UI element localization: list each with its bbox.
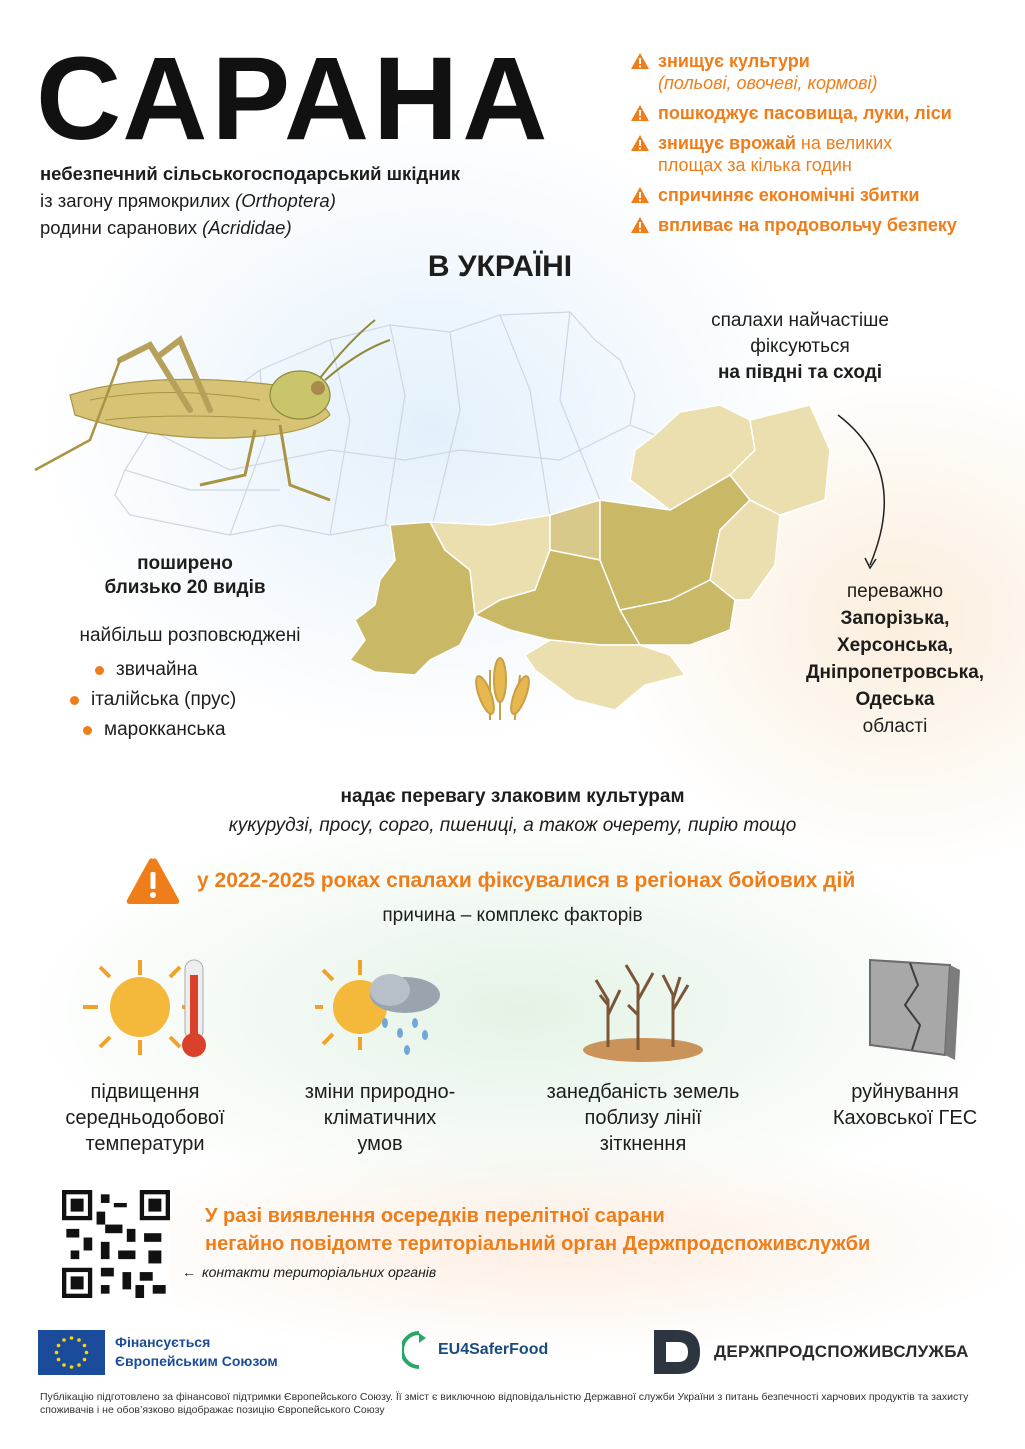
region-crimea (525, 640, 685, 710)
qr-code[interactable] (62, 1190, 170, 1298)
hazards-list (630, 50, 1010, 244)
warning-icon (630, 52, 650, 70)
crops-list: кукурудзі, просу, сорго, пшениці, а також очерету, пирію тощо (228, 815, 797, 836)
sun-thermometer-icon (80, 955, 210, 1065)
subtitle-line-2: із загону прямокрилих (Orthoptera) (40, 190, 336, 211)
species-count: поширено близько 20 видів (104, 553, 266, 598)
subtitle-line-3: родини саранових (Acrididae) (40, 217, 292, 238)
bullet-icon (83, 726, 92, 735)
eu4saferfood-icon (402, 1330, 436, 1370)
cracked-wall-icon (840, 955, 970, 1065)
arrow-icon (838, 415, 884, 565)
factor-item: занедбаність земель поблизу лінії зіткнення (528, 955, 758, 1157)
factor-item: руйнування Каховської ГЕС (790, 955, 1020, 1131)
cause-text: причина – комплекс факторів (382, 905, 643, 926)
bullet-icon (95, 666, 104, 675)
factor-item: підвищення середньодобової температури (30, 955, 260, 1157)
subtitle-line-1: небезпечний сільськогосподарський шкідник (40, 163, 461, 184)
warning-icon (630, 134, 650, 152)
list-item: італійська (прус) (70, 685, 236, 715)
map-highlight-regions (350, 405, 830, 710)
hazard-item: спричиняє економічні збитки (630, 184, 1010, 206)
subtitle (40, 160, 460, 241)
section-heading-ukraine: В УКРАЇНІ (427, 250, 573, 283)
war-warning: у 2022-2025 роках спалахи фіксувалися в регіонах бойових дій (125, 856, 855, 906)
hazard-item: знищує врожай на великих площах за кілька годин (630, 132, 1010, 176)
outbreak-note: спалахи найчастіше фіксуються на півдні та сході (711, 310, 889, 383)
arrow-left-icon: ← (182, 1264, 196, 1280)
list-item: звичайна (95, 655, 236, 685)
bullet-icon (70, 696, 79, 705)
sun-cloud-rain-icon (315, 955, 445, 1065)
footer-disclaimer: Публікацію підготовлено за фінансової підтримки Європейського Союзу. Її зміст є виключною відповідальністю Державної служби України з питань безпечності харчових продуктів та захисту споживачів і не обов’язково відображає позицію Європейського Союзу (40, 1391, 969, 1416)
report-callout: У разі виявлення осередків перелітної сарани негайно повідомте територіальний орган Держпродспоживслужби (205, 1205, 871, 1255)
warning-icon (630, 186, 650, 204)
page-title: САРАНА (36, 33, 552, 165)
warning-icon (630, 216, 650, 234)
hazard-item: впливає на продовольчу безпеку (630, 214, 1010, 236)
hazard-item: пошкоджує пасовища, луки, ліси (630, 102, 1010, 124)
regions-note: переважно Запорізька, Херсонська, Дніпропетровська, Одеська області (805, 581, 985, 737)
dry-trees-icon (578, 955, 708, 1065)
hazard-item: знищує культури (польові, овочеві, кормові) (630, 50, 1010, 94)
dpss-logo: ДЕРЖПРОДСПОЖИВСЛУЖБА (652, 1328, 969, 1376)
eu4saferfood-logo: EU4SaferFood (402, 1330, 548, 1370)
common-species-heading: найбільш розповсюджені (79, 625, 301, 646)
wheat-icon (473, 658, 533, 720)
eu-flag-icon (38, 1330, 105, 1375)
list-item: марокканська (83, 715, 236, 745)
dpss-icon (652, 1328, 702, 1376)
locust-illustration (35, 320, 390, 500)
eu-funding-text: Фінансується Європейським Союзом (115, 1334, 278, 1369)
crops-heading: надає перевагу злаковим культурам (340, 786, 685, 807)
warning-icon (630, 104, 650, 122)
factor-item: зміни природно- кліматичних умов (265, 955, 495, 1157)
common-species-list (91, 655, 237, 745)
qr-note: ← контакти територіальних органів (182, 1264, 437, 1280)
warning-icon (125, 856, 181, 906)
